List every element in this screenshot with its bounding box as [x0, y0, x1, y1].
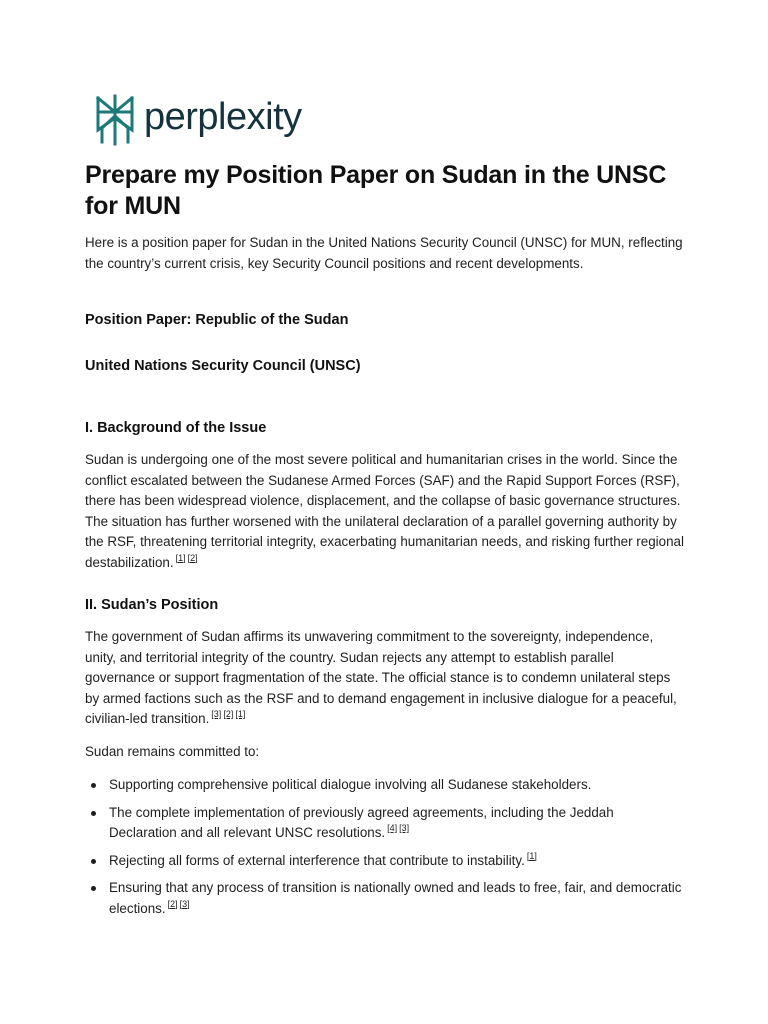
list-item — [85, 851, 685, 872]
bullet-icon — [91, 859, 96, 864]
position-text: The government of Sudan affirms its unwavering commitment to the sovereignty, independence, unity, and territorial integrity of the country. Sudan rejects any attempt to establish parallel governance or support fragmentation of the state. The official stance is to condemn unilateral steps by armed factions such as the RSF and to demand engagement in inclusive dialogue for a peaceful, civilian-led transition. — [85, 629, 677, 726]
bullet-icon — [91, 886, 96, 891]
list-item — [85, 878, 685, 919]
citation-link[interactable]: [1] — [235, 709, 246, 719]
citation-link[interactable]: [4] — [387, 823, 398, 833]
position-heading: II. Sudan’s Position — [85, 597, 219, 613]
list-item-text: Rejecting all forms of external interference that contribute to instability. — [109, 852, 525, 868]
citation-link[interactable]: [3] — [179, 898, 190, 909]
list-item-text: Supporting comprehensive political dialogue involving all Sudanese stakeholders. — [109, 777, 592, 792]
bullet-icon — [91, 811, 96, 816]
intro-paragraph: Here is a position paper for Sudan in the United Nations Security Council (UNSC) for MUN, reflecting the country’s current crisis, key Security Council positions and recent developments. — [85, 235, 683, 271]
paper-heading: Position Paper: Republic of the Sudan — [85, 312, 349, 328]
citation-link[interactable]: [3] — [399, 823, 410, 833]
background-paragraph — [85, 450, 685, 573]
background-text: Sudan is undergoing one of the most severe political and humanitarian crises in the world. Since the conflict escalated between the Sudanese Armed Forces (SAF) and the Rapid Support Forces (RSF), there has been widespread violence, displacement, and the collapse of basic governance structures. The situation has further worsened with the unilateral declaration of a parallel governing authority by the RSF, threatening territorial integrity, exacerbating humanitarian needs, and risking further regional destabilization. — [85, 452, 684, 570]
bullet-icon — [91, 783, 96, 788]
background-heading: I. Background of the Issue — [85, 420, 267, 436]
citation-link[interactable]: [3] — [211, 709, 222, 719]
citation-link[interactable]: [2] — [187, 552, 198, 563]
list-item — [85, 775, 685, 796]
council-heading: United Nations Security Council (UNSC) — [85, 358, 361, 374]
perplexity-wordmark: perplexity — [144, 96, 302, 138]
list-item-text: The complete implementation of previously agreed agreements, including the Jeddah Declaration and all relevant UNSC resolutions. — [109, 804, 614, 840]
perplexity-logo — [94, 94, 302, 146]
list-item — [85, 803, 685, 844]
citation-link[interactable]: [2] — [223, 709, 234, 719]
page-title: Prepare my Position Paper on Sudan in the UNSC for MUN — [85, 161, 667, 220]
commitment-intro: Sudan remains committed to: — [85, 744, 260, 759]
citation-link[interactable]: [1] — [175, 552, 186, 563]
commitment-list — [85, 775, 685, 926]
citation-link[interactable]: [1] — [526, 850, 537, 861]
citation-link[interactable]: [2] — [167, 898, 178, 909]
perplexity-logo-icon — [94, 94, 136, 146]
position-paragraph — [85, 627, 685, 730]
list-item-text: Ensuring that any process of transition is nationally owned and leads to free, fair, and democratic elections. — [109, 880, 682, 916]
